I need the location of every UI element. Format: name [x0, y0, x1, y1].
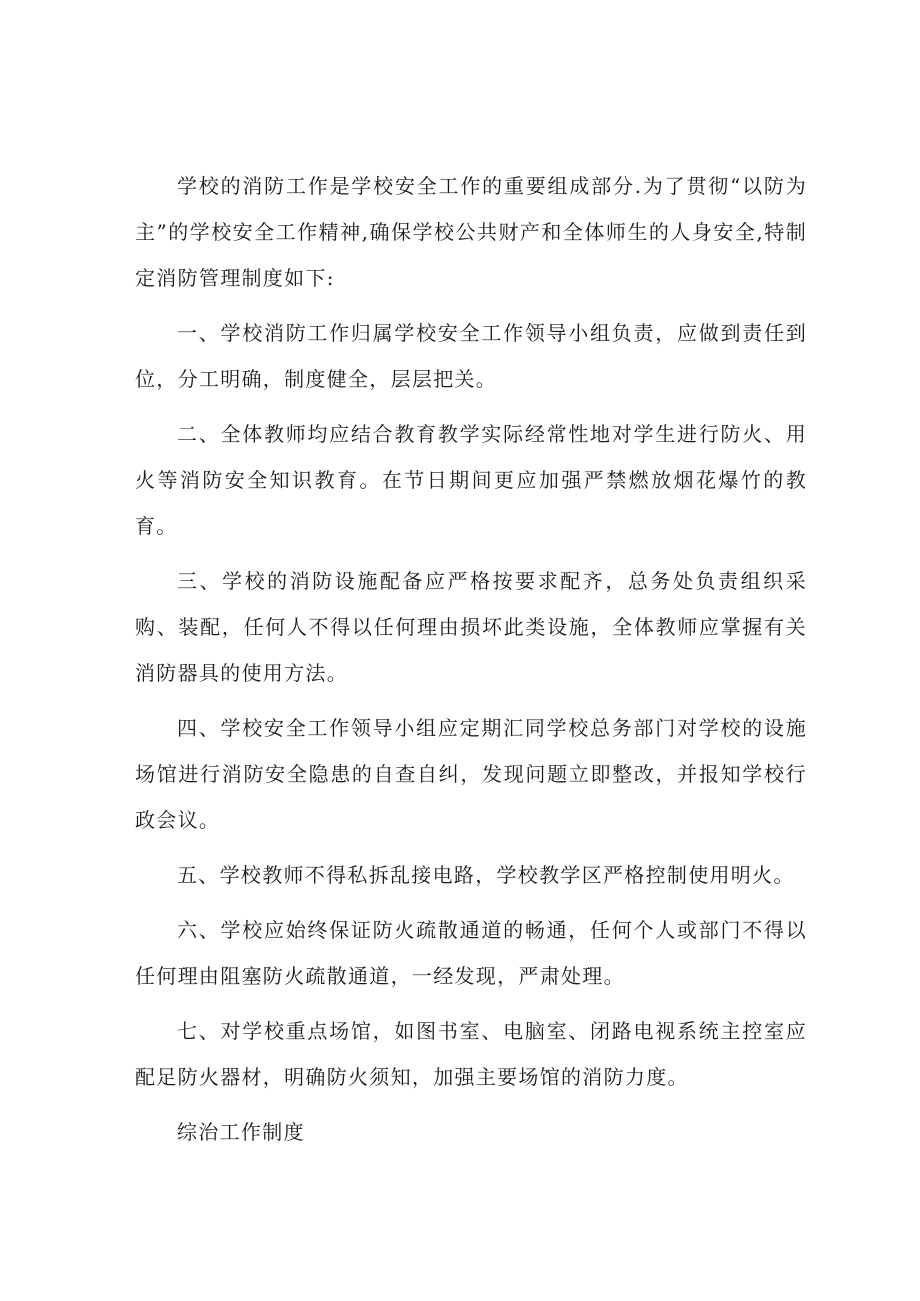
section-heading: 综治工作制度 [177, 1120, 305, 1144]
document-body [135, 163, 807, 1164]
rule-paragraph-4: 四、学校安全工作领导小组应定期汇同学校总务部门对学校的设施场馆进行消防安全隐患的自查自纠，发现问题立即整改，并报知学校行政会议。 [135, 716, 807, 832]
rule-paragraph-5: 五、学校教师不得私拆乱接电路，学校教学区严格控制使用明火。 [177, 863, 795, 887]
intro-paragraph: 学校的消防工作是学校安全工作的重要组成部分.为了贯彻“以防为主”的学校安全工作精神,确保学校公共财产和全体师生的人身安全,特制定消防管理制度如下: [135, 174, 807, 290]
rule-paragraph-7: 七、对学校重点场馆，如图书室、电脑室、闭路电视系统主控室应配足防火器材，明确防火须知，加强主要场馆的消防力度。 [135, 1019, 807, 1089]
rule-paragraph-6: 六、学校应始终保证防火疏散通道的畅通，任何个人或部门不得以任何理由阻塞防火疏散通道，一经发现，严肃处理。 [135, 918, 807, 988]
rule-paragraph-1: 一、学校消防工作归属学校安全工作领导小组负责，应做到责任到位，分工明确，制度健全，层层把关。 [135, 321, 807, 391]
rule-paragraph-2: 二、全体教师均应结合教育教学实际经常性地对学生进行防火、用火等消防安全知识教育。在节日期间更应加强严禁燃放烟花爆竹的教育。 [135, 422, 807, 538]
rule-paragraph-3: 三、学校的消防设施配备应严格按要求配齐，总务处负责组织采购、装配，任何人不得以任何理由损坏此类设施，全体教师应掌握有关消防器具的使用方法。 [135, 569, 807, 685]
